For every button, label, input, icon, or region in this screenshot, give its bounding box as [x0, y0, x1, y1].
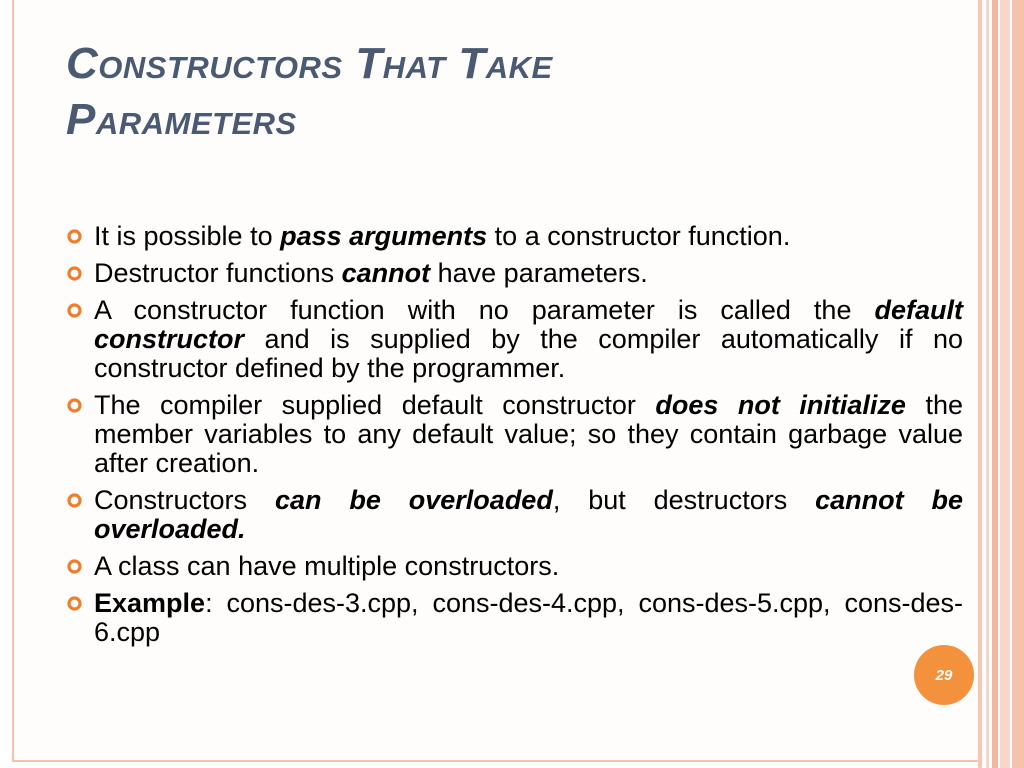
ring-bullet-icon — [66, 558, 83, 575]
page-number: 29 — [935, 666, 953, 684]
bullet-text: It is possible to — [94, 221, 281, 251]
slide-title — [66, 36, 926, 148]
ring-bullet-icon — [66, 302, 83, 319]
ring-bullet-icon — [66, 595, 83, 612]
bullet-list — [66, 222, 963, 655]
bullet-text: , but destructors — [552, 485, 816, 515]
stripe — [978, 0, 982, 768]
bullet-text: Constructors — [94, 485, 275, 515]
ring-bullet-icon — [66, 492, 83, 509]
bullet-text: the member variables to any default value; so they contain garbage value after creation. — [94, 390, 963, 478]
bullet-text: The compiler supplied default constructor — [94, 390, 656, 420]
title-line-1: Constructors That Take — [66, 39, 553, 88]
bullet-item — [66, 486, 963, 544]
bullet-text: and is supplied by the compiler automatically if no constructor defined by the programmer. — [94, 324, 963, 383]
bullet-item — [66, 391, 963, 478]
bullet-text: does not initialize — [655, 390, 906, 420]
stripe — [986, 0, 989, 768]
bullet-text: can be overloaded — [274, 485, 553, 515]
bullet-text: Destructor functions — [94, 258, 342, 288]
bullet-text: Example — [94, 588, 206, 618]
bullet-text: A constructor function with no parameter is called the — [94, 295, 875, 325]
bullet-item — [66, 552, 963, 581]
bullet-text: cannot be overloaded. — [94, 485, 963, 544]
bullet-text: pass arguments — [280, 221, 488, 251]
bullet-text: have parameters. — [430, 258, 648, 288]
ring-bullet-icon — [66, 228, 83, 245]
bullet-text: : cons-des-3.cpp, cons-des-4.cpp, cons-des-5.cpp, cons-des-6.cpp — [94, 588, 963, 647]
bullet-item — [66, 296, 963, 383]
bullet-text: to a constructor function. — [487, 221, 791, 251]
ring-bullet-icon — [66, 397, 83, 414]
title-line-2: Parameters — [66, 95, 297, 144]
bullet-item — [66, 222, 963, 251]
stripe — [1000, 0, 1010, 768]
bullet-text: A class can have multiple constructors. — [94, 551, 560, 581]
stripe — [992, 0, 998, 768]
bullet-item — [66, 259, 963, 288]
decorative-stripes — [978, 0, 1024, 768]
ring-bullet-icon — [66, 265, 83, 282]
bullet-item — [66, 589, 963, 647]
stripe — [1012, 0, 1024, 768]
bullet-text: default constructor — [94, 295, 963, 354]
page-number-badge — [914, 645, 974, 705]
bullet-text: cannot — [341, 258, 431, 288]
